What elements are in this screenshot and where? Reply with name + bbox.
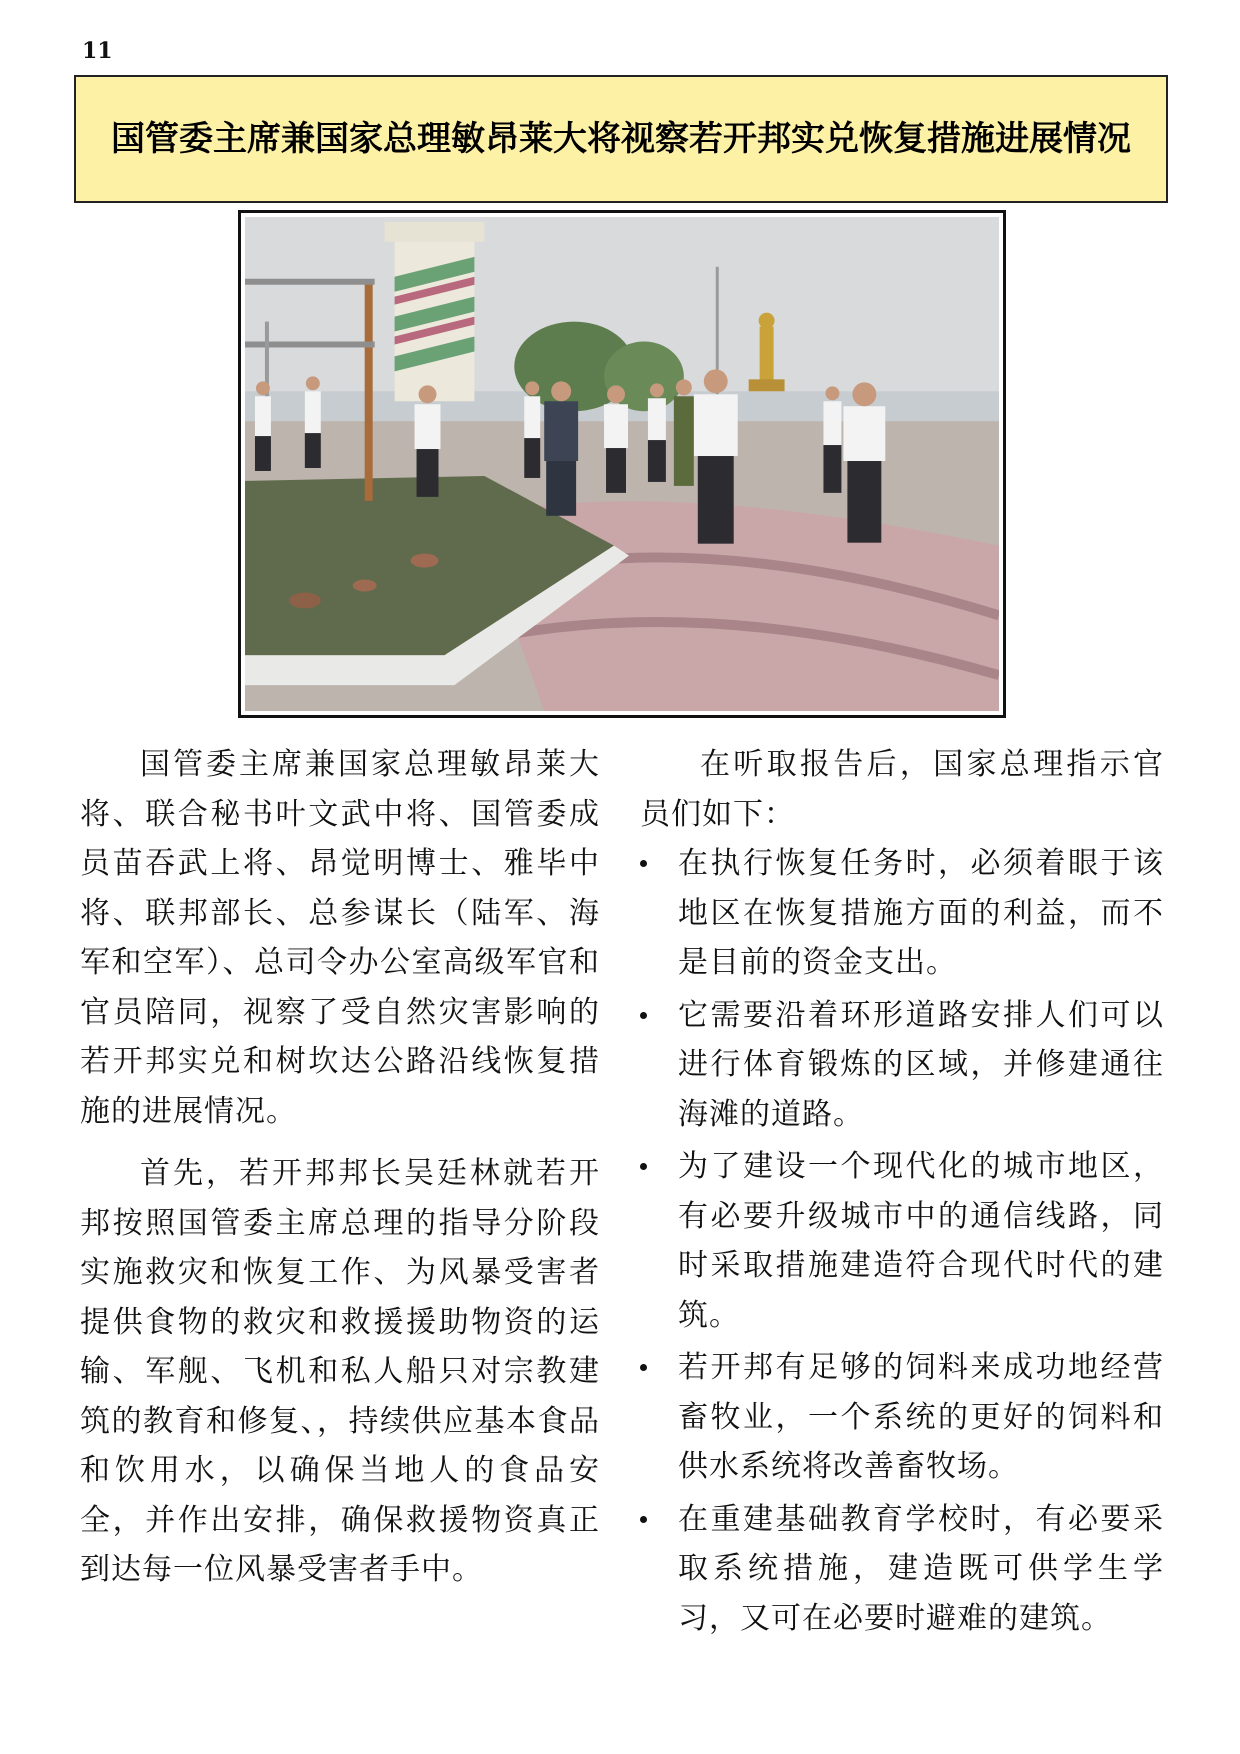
left-column	[80, 740, 600, 1608]
list-item	[640, 991, 1164, 1140]
right-column	[640, 740, 1164, 1646]
bullet-icon	[640, 1516, 647, 1523]
bullet-icon	[640, 860, 647, 867]
photo-illustration	[245, 217, 999, 711]
list-item	[640, 839, 1164, 988]
instructions-lead: 在听取报告后，国家总理指示官员们如下：	[640, 747, 1164, 832]
list-item-text: 若开邦有足够的饲料来成功地经营畜牧业，一个系统的更好的饲料和供水系统将改善畜牧场。	[678, 1350, 1164, 1484]
list-item	[640, 1142, 1164, 1340]
list-item-text: 在重建基础教育学校时，有必要采取系统措施，建造既可供学生学习，又可在必要时避难的建筑。	[678, 1501, 1164, 1636]
list-item-text: 在执行恢复任务时，必须着眼于该地区在恢复措施方面的利益，而不是目前的资金支出。	[678, 846, 1164, 980]
instruction-list	[640, 839, 1164, 1643]
title-banner	[74, 75, 1168, 203]
bullet-icon	[640, 1163, 647, 1170]
list-item-text: 为了建设一个现代化的城市地区，有必要升级城市中的通信线路，同时采取措施建造符合现代时代的建筑。	[678, 1149, 1164, 1333]
list-item-text: 它需要沿着环形道路安排人们可以进行体育锻炼的区域，并修建通往海滩的道路。	[678, 997, 1164, 1132]
news-photo	[238, 210, 1006, 718]
bullet-icon	[640, 1364, 647, 1371]
paragraph: 首先，若开邦邦长吴廷林就若开邦按照国管委主席总理的指导分阶段实施救灾和恢复工作、为风暴受害者提供食物的救灾和救援援助物资的运输、军舰、飞机和私人船只对宗教建筑的教育和修复、，持续供应基本食品和饮用水，以确保当地人的食品安全，并作出安排，确保救援物资真正到达每一位风暴受害者手中。	[80, 1156, 600, 1587]
list-item	[640, 1343, 1164, 1492]
page-number: 11	[82, 38, 113, 64]
page-title: 国管委主席兼国家总理敏昂莱大将视察若开邦实兑恢复措施进展情况	[111, 119, 1131, 159]
list-item	[640, 1495, 1164, 1644]
paragraph: 国管委主席兼国家总理敏昂莱大将、联合秘书叶文武中将、国管委成员苗吞武上将、昂觉明博士、雅毕中将、联邦部长、总参谋长（陆军、海军和空军）、总司令办公室高级军官和官员陪同，视察了受自然灾害影响的若开邦实兑和树坎达公路沿线恢复措施的进展情况。	[80, 747, 600, 1129]
bullet-icon	[640, 1012, 647, 1019]
